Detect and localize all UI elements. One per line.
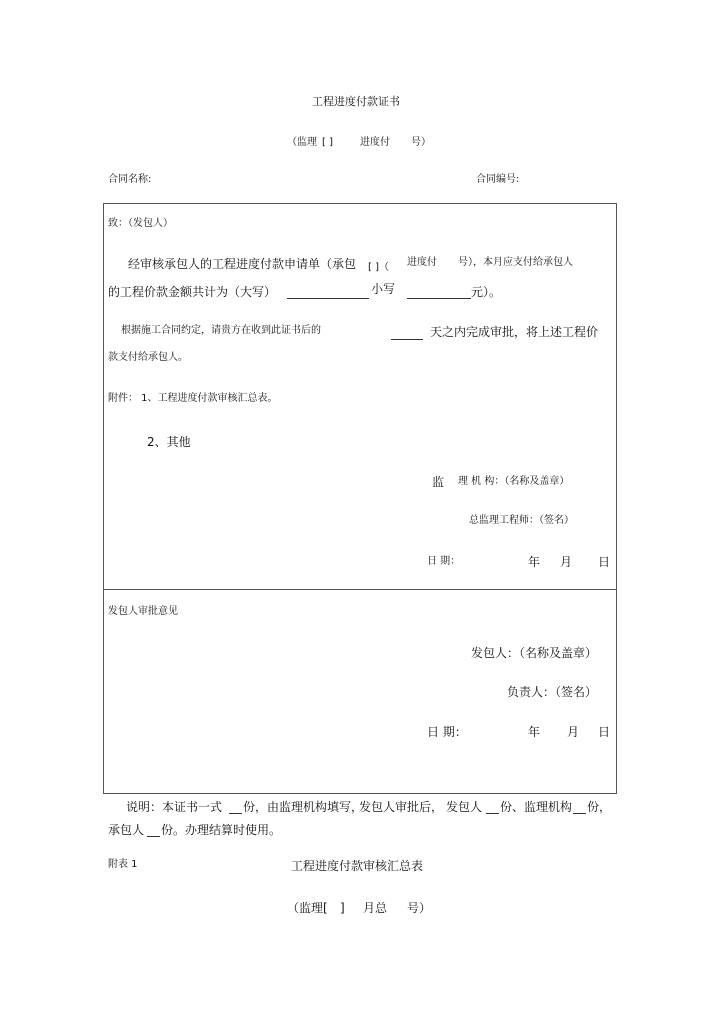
responsible-label: 负责人：（签名） bbox=[507, 685, 598, 699]
page-title: 工程进度付款证书 bbox=[312, 95, 400, 108]
addressee: 致：（发包人） bbox=[108, 218, 173, 229]
subtitle-progress: 进度付 bbox=[360, 137, 390, 148]
note-2b: 份。办理结算时使用。 bbox=[161, 823, 282, 837]
note-1d: 发包人 bbox=[446, 800, 483, 814]
date-day-2: 日 bbox=[598, 725, 611, 739]
note-1b: 份，由监理机构填写， bbox=[243, 800, 364, 814]
amount-figure-line bbox=[407, 298, 471, 299]
date-label-1: 日 期： bbox=[427, 556, 461, 567]
note-blank-1 bbox=[229, 813, 242, 814]
appendix-label: 附表 1 bbox=[108, 859, 138, 870]
days-line bbox=[391, 339, 423, 340]
para2-yuan: 元）。 bbox=[471, 285, 502, 299]
para4-text: 款支付给承包人。 bbox=[108, 352, 188, 363]
date-month-2: 月 bbox=[567, 725, 580, 739]
appendix-sub-number: 号） bbox=[407, 901, 432, 915]
date-label-2: 日 期： bbox=[427, 725, 467, 739]
para1-number: 号），本月应支付给承包人 bbox=[458, 257, 573, 268]
appendix-title: 工程进度付款审核汇总表 bbox=[291, 859, 424, 873]
para3-rest: 天之内完成审批，将上述工程价 bbox=[430, 325, 599, 339]
attachment-1: 附件： 1、工程进度付款审核汇总表。 bbox=[108, 393, 278, 404]
note-1a: 说明：本证书一式 bbox=[126, 800, 223, 814]
note-blank-2 bbox=[486, 813, 499, 814]
appendix-sub-close: ] bbox=[340, 901, 345, 915]
supervisor-org-rest: 理 机 构：（名称及盖章） bbox=[458, 476, 570, 487]
note-blank-4 bbox=[147, 836, 160, 837]
approval-title: 发包人审批意见 bbox=[108, 606, 178, 617]
appendix-sub-month: 月总 bbox=[363, 901, 388, 915]
contract-no-label: 合同编号: bbox=[476, 174, 520, 185]
note-2a: 承包人 bbox=[108, 823, 145, 837]
attachment-2: 2、其他 bbox=[147, 435, 191, 449]
para2-small: 小写 bbox=[371, 282, 396, 296]
date-year-1: 年 bbox=[528, 555, 541, 569]
date-month-1: 月 bbox=[560, 555, 573, 569]
note-blank-3 bbox=[573, 813, 586, 814]
date-day-1: 日 bbox=[598, 555, 611, 569]
supervisor-org-label: 监 bbox=[432, 475, 445, 489]
chief-engineer: 总监理工程师：（签名） bbox=[469, 515, 574, 526]
contract-name-label: 合同名称: bbox=[108, 174, 152, 185]
note-1f: 份， bbox=[587, 800, 612, 814]
subtitle-bracket: [ ] bbox=[322, 137, 333, 148]
appendix-sub-open: （监理[ bbox=[287, 901, 328, 915]
date-year-2: 年 bbox=[528, 725, 541, 739]
employer-label: 发包人：（名称及盖章） bbox=[471, 646, 598, 660]
subtitle-number: 号） bbox=[411, 137, 431, 148]
para1-bracket: [ ]（ bbox=[368, 262, 389, 273]
para1-text: 经审核承包人的工程进度付款申请单（承包 bbox=[128, 257, 357, 271]
para2-text: 的工程价款金额共计为（大写） bbox=[108, 285, 277, 299]
note-1c: 发包人审批后， bbox=[359, 800, 444, 814]
para3-text: 根据施工合同约定，请贵方在收到此证书后的 bbox=[121, 325, 321, 336]
form-divider bbox=[103, 589, 616, 590]
para1-progress: 进度付 bbox=[407, 257, 437, 268]
note-1e: 份、监理机构 bbox=[500, 800, 573, 814]
subtitle-open: （监理 bbox=[287, 137, 317, 148]
amount-words-line bbox=[287, 298, 369, 299]
